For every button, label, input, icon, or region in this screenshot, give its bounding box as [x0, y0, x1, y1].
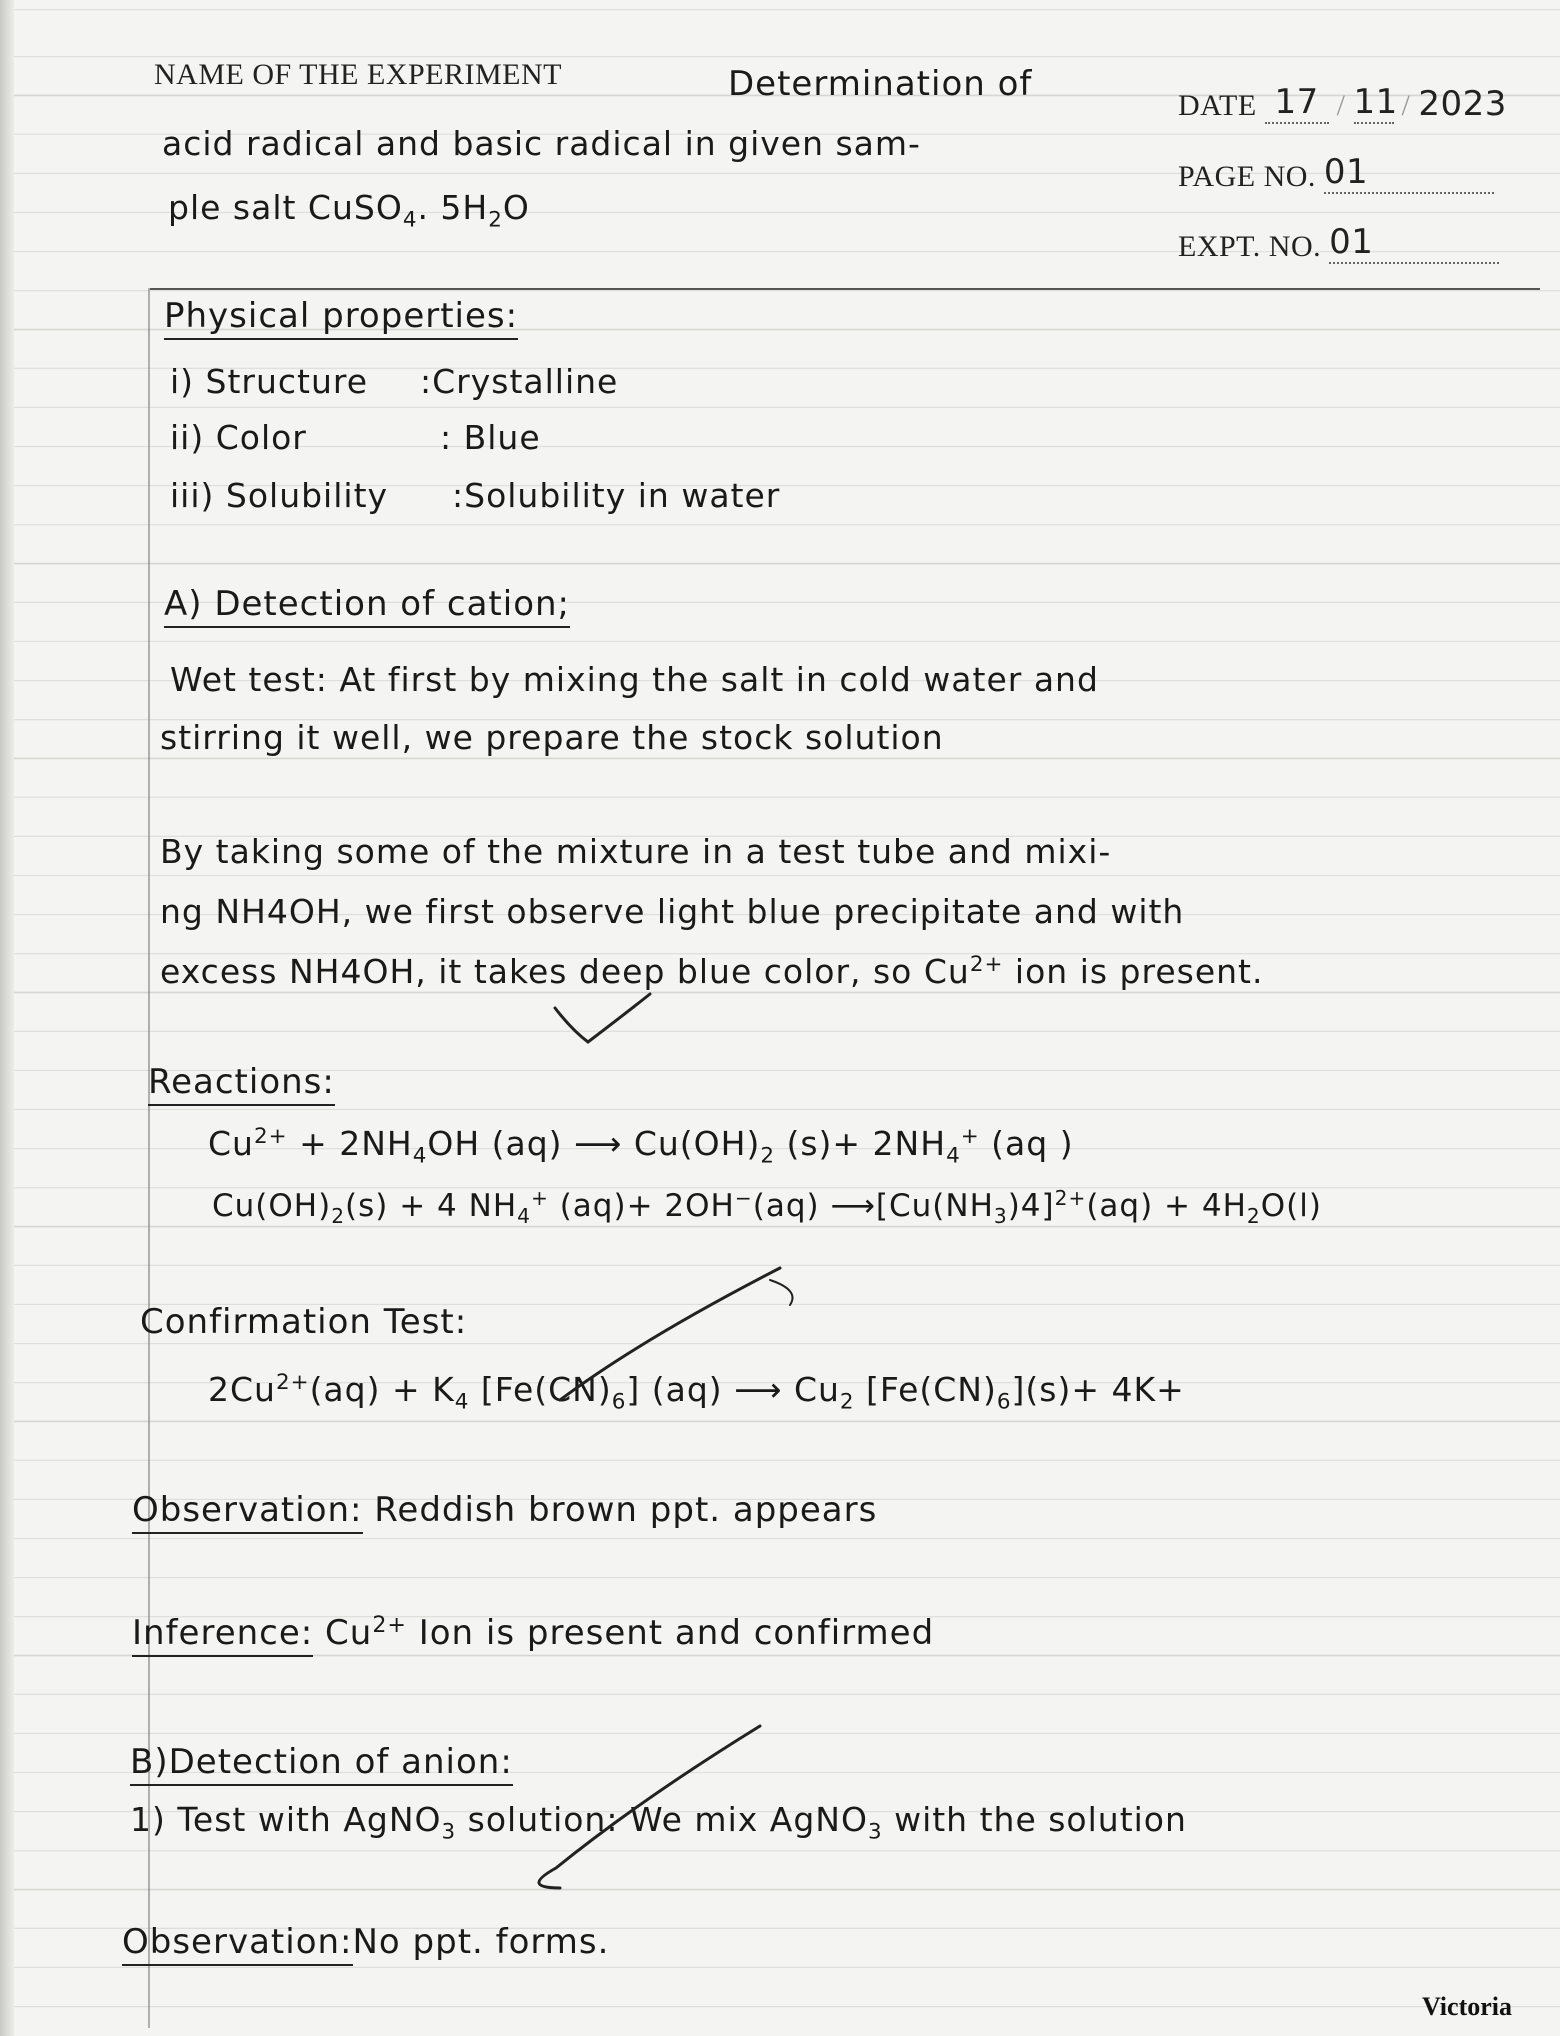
physical-item-structure: i) Structure: [170, 362, 369, 401]
cation-para-line3: excess NH4OH, it takes deep blue color, so $Cu^{2+}$ ion is present.: [160, 952, 1264, 991]
physical-value-solubility: :Solubility in water: [452, 476, 781, 515]
date-year: 2023: [1418, 84, 1507, 124]
physical-item-color: ii) Color: [170, 418, 307, 457]
reactions-heading: Reactions:: [148, 1062, 335, 1102]
reaction-equation-2: $Cu(OH)_2(s) + 4$ $NH_4^+$ (aq)+ 2OH−(aq) $⟶[Cu(NH_3)4]^{2+}(aq) + 4H_2O(l)$: [212, 1186, 1322, 1229]
observation-2: [122, 1922, 609, 1962]
notebook-brand: Victoria: [1422, 1992, 1512, 2021]
anion-heading: B)Detection of anion:: [130, 1742, 513, 1782]
cation-para-line1: By taking some of the mixture in a test tube and mixi-: [160, 832, 1112, 871]
experiment-label: NAME OF THE EXPERIMENT: [154, 58, 562, 91]
observation-1: [132, 1490, 877, 1530]
page-no-label: PAGE NO.: [1178, 160, 1316, 193]
confirmation-equation: $2Cu^{2+}(aq) + K_4$ $[Fe(CN)_6]$ (aq) ⟶ $Cu_2$ $[Fe(CN)_6](s)+ 4K+$: [208, 1370, 1185, 1415]
inference-1-label: Inference:: [132, 1613, 313, 1657]
experiment-title-line2: acid radical and basic radical in given sam-: [162, 124, 921, 163]
observation-1-text: Reddish brown ppt. appears: [362, 1490, 878, 1530]
observation-2-text: No ppt. forms.: [352, 1922, 610, 1962]
physical-value-color: : Blue: [440, 418, 541, 457]
cation-heading: A) Detection of cation;: [164, 584, 570, 624]
expt-no-value: 01: [1329, 222, 1499, 264]
physical-heading: Physical properties:: [164, 296, 518, 336]
experiment-title-line3: ple salt CuSO$_4$. $5H_2O$: [168, 188, 530, 233]
page-no-field: [1178, 152, 1494, 194]
date-field: DATE 17 / 11 / 2023: [1178, 82, 1507, 124]
reaction-equation-1: $Cu^{2+} + 2NH_4OH$ (aq) ⟶ $Cu(OH)_2$ $(s)+ 2NH_4^+$ (aq ): [208, 1124, 1074, 1169]
date-day: 17: [1265, 82, 1329, 124]
cation-para-line2: ng NH4OH, we first observe light blue precipitate and with: [160, 892, 1185, 931]
wet-test-line1: Wet test: At first by mixing the salt in cold water and: [170, 660, 1099, 699]
anion-test-agno3: 1) Test with AgNO$_3$ solution: We mix AgNO$_3$ with the solution: [130, 1800, 1187, 1845]
header-rule: [150, 288, 1540, 290]
physical-value-structure: :Crystalline: [420, 362, 619, 401]
experiment-title-line1: Determination of: [728, 64, 1033, 104]
expt-no-field: [1178, 222, 1499, 264]
observation-1-label: Observation:: [132, 1490, 363, 1534]
expt-no-label: EXPT. NO.: [1178, 230, 1322, 263]
binding-edge: [0, 0, 14, 2036]
physical-item-solubility: iii) Solubility: [170, 476, 389, 515]
page-no-value: 01: [1324, 152, 1494, 194]
date-month: 11: [1353, 82, 1398, 122]
date-label: DATE: [1178, 89, 1257, 122]
confirmation-heading: Confirmation Test:: [140, 1302, 468, 1342]
wet-test-line2: stirring it well, we prepare the stock solution: [160, 718, 944, 757]
observation-2-label: Observation:: [122, 1922, 353, 1966]
inference-1: Inference: $Cu^{2+}$ Ion is present and confirmed: [132, 1612, 934, 1653]
